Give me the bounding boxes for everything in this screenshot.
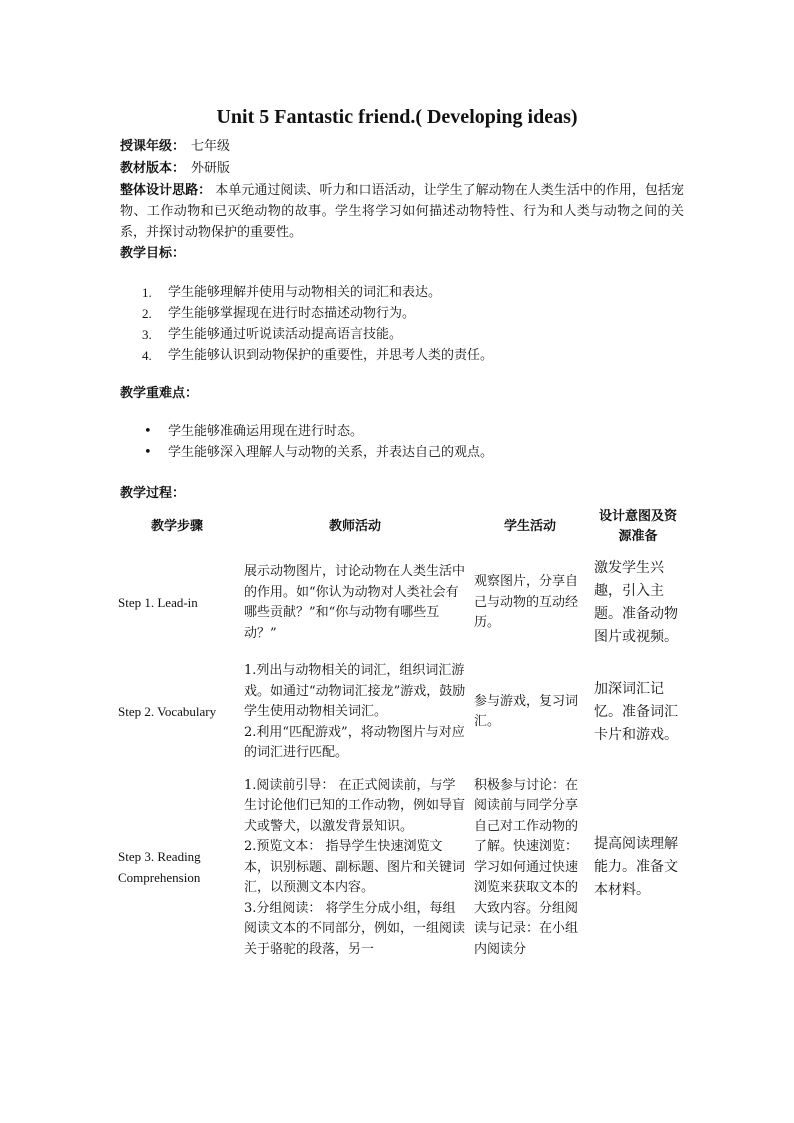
table-row xyxy=(114,770,686,967)
column-header: 设计意图及资源准备 xyxy=(598,508,677,544)
textbook-value: 外研版 xyxy=(191,161,231,176)
textbook-label: 教材版本： xyxy=(120,161,186,176)
design-paragraph xyxy=(120,180,684,243)
table-row xyxy=(114,551,686,655)
column-header: 教学步骤 xyxy=(150,518,203,534)
list-item xyxy=(142,303,682,324)
teacher-activity-text: 3.分组阅读： 将学生分成小组，每组阅读文本的不同部分，例如，一组阅读关于骆驼的段落，另一 xyxy=(244,900,466,957)
list-item xyxy=(142,282,682,303)
key-points-list xyxy=(142,421,682,463)
list-number: 2. xyxy=(142,306,152,321)
process-heading: 教学过程： xyxy=(120,486,186,501)
grade-line xyxy=(120,136,690,157)
teacher-activity-text: 2.预览文本： 指导学生快速浏览文本，识别标题、副标题、图片和关键词汇，以预测文本内容。 xyxy=(244,839,466,895)
design-note-cell: 激发学生兴趣，引入主题。准备动物图片或视频。 xyxy=(594,560,678,645)
list-item xyxy=(142,421,682,442)
list-item-text: 学生能够准确运用现在进行时态。 xyxy=(168,424,364,439)
list-item xyxy=(142,442,682,463)
lesson-table xyxy=(114,503,686,966)
design-text: 本单元通过阅读、听力和口语活动，让学生了解动物在人类生活中的作用，包括宠物、工作动物和已灭绝动物的故事。学生将学习如何描述动物特性、行为和人类与动物之间的关系，并探讨动物保护的重要性。 xyxy=(120,183,684,240)
column-header: 教师活动 xyxy=(328,518,381,534)
list-item-text: 学生能够掌握现在进行时态描述动物行为。 xyxy=(168,306,416,321)
design-label: 整体设计思路： xyxy=(120,183,212,198)
objectives-heading: 教学目标： xyxy=(120,246,186,261)
design-note-cell: 提高阅读理解能力。准备文本材料。 xyxy=(594,836,678,899)
list-item-text: 学生能够认识到动物保护的重要性，并思考人类的责任。 xyxy=(168,348,494,363)
design-note-cell: 加深词汇记忆。准备词汇卡片和游戏。 xyxy=(594,680,678,743)
textbook-line xyxy=(120,158,690,179)
teacher-activity-text: 2.利用“匹配游戏”，将动物图片与对应的词汇进行匹配。 xyxy=(244,724,465,760)
teacher-activity-cell xyxy=(240,770,470,967)
list-item-text: 学生能够理解并使用与动物相关的词汇和表达。 xyxy=(168,285,442,300)
document-title: Unit 5 Fantastic friend.( Developing ideas) xyxy=(216,106,578,128)
list-item-text: 学生能够通过听说读活动提高语言技能。 xyxy=(168,327,403,342)
list-number: 3. xyxy=(142,327,152,342)
teacher-activity-text: 展示动物图片，讨论动物在人类生活中的作用。如“你认为动物对人类社会有哪些贡献？”和“你与动物有哪些互动？” xyxy=(244,564,466,641)
teacher-activity-text: 1.列出与动物相关的词汇，组织词汇游戏。如通过“动物词汇接龙”游戏，鼓励学生使用动物相关词汇。 xyxy=(244,663,466,719)
bullet-icon: • xyxy=(144,424,152,439)
table-header-row xyxy=(114,503,686,551)
step-cell: Step 3. Reading Comprehension xyxy=(118,849,201,885)
student-activity-cell: 观察图片，分享自己与动物的互动经历。 xyxy=(474,574,579,631)
teacher-activity-text: 1.阅读前引导： 在正式阅读前，与学生讨论他们已知的工作动物，例如导盲犬或警犬，以激发背景知识。 xyxy=(244,777,466,834)
list-number: 4. xyxy=(142,348,152,363)
key-points-heading: 教学重难点： xyxy=(120,386,199,401)
grade-label: 授课年级： xyxy=(120,139,186,154)
teacher-activity-cell xyxy=(240,551,470,655)
bullet-icon: • xyxy=(144,445,152,460)
student-activity-cell: 积极参与讨论：在阅读前与同学分享自己对工作动物的了解。快速浏览：学习如何通过快速浏览来获取文本的大致内容。分组阅读与记录：在小组内阅读分 xyxy=(474,777,579,957)
list-item-text: 学生能够深入理解人与动物的关系，并表达自己的观点。 xyxy=(168,445,494,460)
student-activity-cell: 参与游戏，复习词汇。 xyxy=(474,693,579,730)
step-cell: Step 1. Lead-in xyxy=(118,594,198,610)
list-number: 1. xyxy=(142,285,152,300)
table-row xyxy=(114,655,686,770)
grade-value: 七年级 xyxy=(191,139,231,154)
list-item xyxy=(142,324,682,345)
objectives-list xyxy=(142,282,682,366)
step-cell: Step 2. Vocabulary xyxy=(118,704,217,719)
list-item xyxy=(142,345,682,366)
column-header: 学生活动 xyxy=(503,518,556,534)
teacher-activity-cell xyxy=(240,655,470,770)
